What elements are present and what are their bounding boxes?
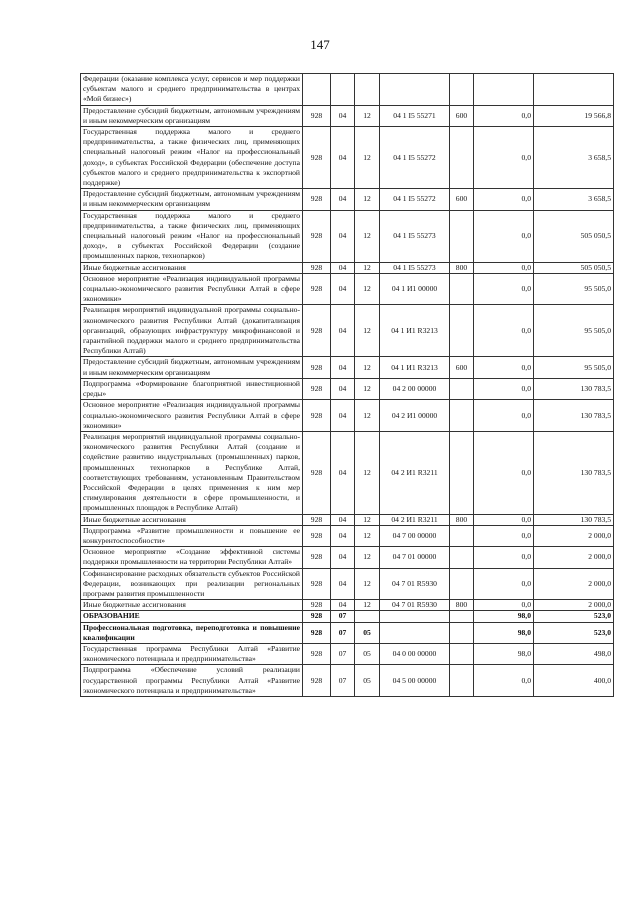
cell-admin-code: 928 [303, 568, 331, 600]
cell-amount-1: 0,0 [474, 400, 534, 432]
cell-target-article: 04 1 И1 R3213 [380, 305, 450, 357]
cell-amount-2: 2 000,0 [534, 525, 614, 546]
cell-name: Федерации (оказание комплекса услуг, сервисов и мер поддержки субъектам малого и среднего предпринимательства в центрах «Мой бизнес») [81, 74, 303, 106]
cell-amount-1: 0,0 [474, 262, 534, 273]
cell-subsection: 12 [355, 127, 380, 189]
cell-target-article: 04 7 00 00000 [380, 525, 450, 546]
cell-subsection: 05 [355, 643, 380, 664]
cell-name: Реализация мероприятий индивидуальной программы социально-экономического развития Республики Алтай (создание и содействие развитию индустриальных (промышленных) парков, промышленных технопарков в Республике Алтай, соответствующих требованиям, установленным Правительством Российской Федерации в целях применения к ним мер стимулирования деятельности в сфере промышленности, и промышленных площадок в Республике Алтай) [81, 431, 303, 514]
cell-name: Предоставление субсидий бюджетным, автономным учреждениям и иным некоммерческим организациям [81, 357, 303, 378]
cell-target-article: 04 7 01 R5930 [380, 600, 450, 611]
cell-amount-1: 98,0 [474, 622, 534, 643]
cell-admin-code: 928 [303, 643, 331, 664]
cell-expense-type [450, 525, 474, 546]
cell-amount-1: 0,0 [474, 525, 534, 546]
cell-section: 04 [331, 105, 355, 126]
cell-expense-type [450, 273, 474, 305]
cell-admin-code: 928 [303, 378, 331, 399]
cell-target-article: 04 1 I5 55273 [380, 210, 450, 262]
cell-target-article: 04 2 00 00000 [380, 378, 450, 399]
cell-amount-1: 0,0 [474, 431, 534, 514]
cell-amount-2: 130 783,5 [534, 514, 614, 525]
cell-target-article: 04 7 01 00000 [380, 547, 450, 568]
cell-amount-1: 0,0 [474, 105, 534, 126]
cell-admin-code: 928 [303, 665, 331, 697]
cell-name: Иные бюджетные ассигнования [81, 514, 303, 525]
cell-amount-2: 3 658,5 [534, 189, 614, 210]
cell-amount-2: 19 566,8 [534, 105, 614, 126]
table-row [81, 74, 614, 106]
cell-admin-code: 928 [303, 622, 331, 643]
cell-amount-1: 0,0 [474, 378, 534, 399]
table-row [81, 127, 614, 189]
cell-section: 04 [331, 262, 355, 273]
cell-subsection: 12 [355, 525, 380, 546]
table-row [81, 189, 614, 210]
cell-expense-type [450, 611, 474, 622]
cell-section: 04 [331, 547, 355, 568]
cell-subsection: 12 [355, 210, 380, 262]
cell-amount-2 [534, 74, 614, 106]
cell-target-article: 04 2 И1 R3211 [380, 431, 450, 514]
cell-section [331, 74, 355, 106]
table-row [81, 210, 614, 262]
table-row [81, 568, 614, 600]
cell-subsection: 12 [355, 273, 380, 305]
cell-subsection: 12 [355, 357, 380, 378]
cell-section: 04 [331, 431, 355, 514]
cell-target-article: 04 0 00 00000 [380, 643, 450, 664]
cell-subsection: 12 [355, 547, 380, 568]
table-row [81, 600, 614, 611]
cell-name: Государственная поддержка малого и среднего предпринимательства, а также физических лиц, применяющих специальный налоговый режим «Налог на профессиональный доход», в субъектах Российской Федерации (создание промышленных парков, технопарков) [81, 210, 303, 262]
cell-target-article [380, 74, 450, 106]
table-row [81, 622, 614, 643]
cell-expense-type: 800 [450, 514, 474, 525]
cell-subsection: 05 [355, 665, 380, 697]
cell-admin-code: 928 [303, 525, 331, 546]
cell-admin-code: 928 [303, 273, 331, 305]
cell-section: 07 [331, 665, 355, 697]
cell-subsection: 12 [355, 568, 380, 600]
cell-expense-type [450, 74, 474, 106]
cell-amount-1: 0,0 [474, 357, 534, 378]
cell-section: 07 [331, 622, 355, 643]
cell-expense-type [450, 127, 474, 189]
cell-expense-type [450, 568, 474, 600]
page-number: 147 [310, 37, 330, 52]
cell-admin-code: 928 [303, 127, 331, 189]
cell-name: Основное мероприятие «Реализация индивидуальной программы социально-экономического развития Республики Алтай в сфере экономики» [81, 273, 303, 305]
cell-section: 04 [331, 357, 355, 378]
table-row [81, 105, 614, 126]
cell-amount-2: 130 783,5 [534, 400, 614, 432]
table-row [81, 305, 614, 357]
table-row [81, 611, 614, 622]
cell-amount-2: 3 658,5 [534, 127, 614, 189]
cell-amount-2: 505 050,5 [534, 262, 614, 273]
cell-expense-type [450, 622, 474, 643]
cell-amount-2: 95 505,0 [534, 273, 614, 305]
cell-admin-code: 928 [303, 210, 331, 262]
cell-target-article: 04 2 И1 00000 [380, 400, 450, 432]
cell-admin-code: 928 [303, 189, 331, 210]
table-row [81, 514, 614, 525]
cell-amount-1: 0,0 [474, 665, 534, 697]
cell-amount-2: 130 783,5 [534, 378, 614, 399]
cell-section: 04 [331, 525, 355, 546]
budget-table [80, 73, 614, 697]
cell-section: 04 [331, 600, 355, 611]
cell-expense-type: 600 [450, 105, 474, 126]
cell-amount-2: 400,0 [534, 665, 614, 697]
cell-name: Иные бюджетные ассигнования [81, 600, 303, 611]
cell-amount-1: 0,0 [474, 273, 534, 305]
cell-target-article: 04 1 I5 55273 [380, 262, 450, 273]
cell-subsection: 12 [355, 600, 380, 611]
cell-name: Реализация мероприятий индивидуальной программы социально-экономического развития Республики Алтай (докапитализация организаций, образующих инфраструктуру микрофинансовой и гарантийной поддержки малого и среднего предпринимательства Республики Алтай) [81, 305, 303, 357]
cell-amount-2: 130 783,5 [534, 431, 614, 514]
cell-expense-type: 800 [450, 262, 474, 273]
cell-expense-type: 600 [450, 189, 474, 210]
cell-admin-code: 928 [303, 514, 331, 525]
cell-amount-2: 2 000,0 [534, 600, 614, 611]
cell-subsection: 12 [355, 400, 380, 432]
cell-amount-1: 0,0 [474, 305, 534, 357]
table-row [81, 400, 614, 432]
cell-amount-2: 2 000,0 [534, 568, 614, 600]
cell-subsection [355, 611, 380, 622]
cell-amount-2: 498,0 [534, 643, 614, 664]
cell-admin-code: 928 [303, 305, 331, 357]
cell-subsection: 12 [355, 514, 380, 525]
cell-admin-code: 928 [303, 400, 331, 432]
cell-target-article: 04 2 И1 R3211 [380, 514, 450, 525]
cell-subsection [355, 74, 380, 106]
cell-name: Профессиональная подготовка, переподготовка и повышение квалификации [81, 622, 303, 643]
cell-admin-code [303, 74, 331, 106]
cell-expense-type [450, 378, 474, 399]
cell-amount-1: 0,0 [474, 127, 534, 189]
cell-expense-type: 800 [450, 600, 474, 611]
cell-amount-2: 505 050,5 [534, 210, 614, 262]
table-row [81, 643, 614, 664]
cell-amount-2: 95 505,0 [534, 357, 614, 378]
cell-subsection: 05 [355, 622, 380, 643]
cell-target-article: 04 1 I5 55272 [380, 127, 450, 189]
cell-amount-2: 523,0 [534, 622, 614, 643]
cell-section: 04 [331, 127, 355, 189]
cell-section: 04 [331, 305, 355, 357]
cell-name: Предоставление субсидий бюджетным, автономным учреждениям и иным некоммерческим организациям [81, 105, 303, 126]
table-row [81, 431, 614, 514]
table-body [81, 74, 614, 697]
cell-expense-type: 600 [450, 357, 474, 378]
cell-amount-1: 98,0 [474, 643, 534, 664]
cell-name: Государственная программа Республики Алтай «Развитие экономического потенциала и предпринимательства» [81, 643, 303, 664]
cell-amount-1: 0,0 [474, 189, 534, 210]
cell-subsection: 12 [355, 378, 380, 399]
cell-target-article: 04 1 I5 55271 [380, 105, 450, 126]
cell-expense-type [450, 643, 474, 664]
table-row [81, 378, 614, 399]
cell-name: Предоставление субсидий бюджетным, автономным учреждениям и иным некоммерческим организациям [81, 189, 303, 210]
cell-amount-1: 0,0 [474, 514, 534, 525]
cell-target-article: 04 7 01 R5930 [380, 568, 450, 600]
cell-section: 04 [331, 378, 355, 399]
cell-name: Подпрограмма «Обеспечение условий реализации государственной программы Республики Алтай «Развитие экономического потенциала и предпринимательства» [81, 665, 303, 697]
cell-amount-1: 0,0 [474, 210, 534, 262]
cell-section: 04 [331, 514, 355, 525]
cell-target-article: 04 1 И1 00000 [380, 273, 450, 305]
cell-name: Государственная поддержка малого и среднего предпринимательства, а также физических лиц, применяющих специальный налоговый режим «Налог на профессиональный доход», в субъектах Российской Федерации (обеспечение доступа субъектов малого и среднего предпринимательства к экспортной поддержке) [81, 127, 303, 189]
cell-expense-type [450, 210, 474, 262]
table-row [81, 525, 614, 546]
cell-subsection: 12 [355, 262, 380, 273]
cell-target-article: 04 1 И1 R3213 [380, 357, 450, 378]
cell-section: 04 [331, 568, 355, 600]
cell-subsection: 12 [355, 189, 380, 210]
cell-expense-type [450, 665, 474, 697]
cell-name: Подпрограмма «Развитие промышленности и повышение ее конкурентоспособности» [81, 525, 303, 546]
cell-section: 07 [331, 611, 355, 622]
cell-name: Основное мероприятие «Создание эффективной системы поддержки промышленности на территории Республики Алтай» [81, 547, 303, 568]
cell-admin-code: 928 [303, 357, 331, 378]
cell-admin-code: 928 [303, 547, 331, 568]
cell-section: 04 [331, 400, 355, 432]
cell-target-article [380, 611, 450, 622]
cell-expense-type [450, 431, 474, 514]
cell-name: Софинансирование расходных обязательств субъектов Российской Федерации, возникающих при реализации региональных программ развития промышленности [81, 568, 303, 600]
cell-amount-1: 0,0 [474, 547, 534, 568]
cell-subsection: 12 [355, 305, 380, 357]
cell-section: 04 [331, 189, 355, 210]
cell-name: ОБРАЗОВАНИЕ [81, 611, 303, 622]
cell-target-article [380, 622, 450, 643]
table-row [81, 665, 614, 697]
cell-target-article: 04 1 I5 55272 [380, 189, 450, 210]
cell-amount-2: 95 505,0 [534, 305, 614, 357]
table-row [81, 547, 614, 568]
cell-amount-1: 0,0 [474, 600, 534, 611]
cell-name: Иные бюджетные ассигнования [81, 262, 303, 273]
cell-admin-code: 928 [303, 431, 331, 514]
table-row [81, 273, 614, 305]
table-row [81, 262, 614, 273]
cell-subsection: 12 [355, 431, 380, 514]
cell-amount-1: 98,0 [474, 611, 534, 622]
cell-amount-1 [474, 74, 534, 106]
cell-name: Основное мероприятие «Реализация индивидуальной программы социально-экономического развития Республики Алтай в сфере экономики» [81, 400, 303, 432]
cell-subsection: 12 [355, 105, 380, 126]
cell-admin-code: 928 [303, 611, 331, 622]
cell-name: Подпрограмма «Формирование благоприятной инвестиционной среды» [81, 378, 303, 399]
table-row [81, 357, 614, 378]
cell-amount-2: 523,0 [534, 611, 614, 622]
cell-admin-code: 928 [303, 105, 331, 126]
cell-section: 07 [331, 643, 355, 664]
cell-expense-type [450, 305, 474, 357]
cell-admin-code: 928 [303, 262, 331, 273]
cell-amount-2: 2 000,0 [534, 547, 614, 568]
cell-amount-1: 0,0 [474, 568, 534, 600]
cell-expense-type [450, 400, 474, 432]
cell-section: 04 [331, 273, 355, 305]
cell-expense-type [450, 547, 474, 568]
cell-section: 04 [331, 210, 355, 262]
cell-admin-code: 928 [303, 600, 331, 611]
cell-target-article: 04 5 00 00000 [380, 665, 450, 697]
